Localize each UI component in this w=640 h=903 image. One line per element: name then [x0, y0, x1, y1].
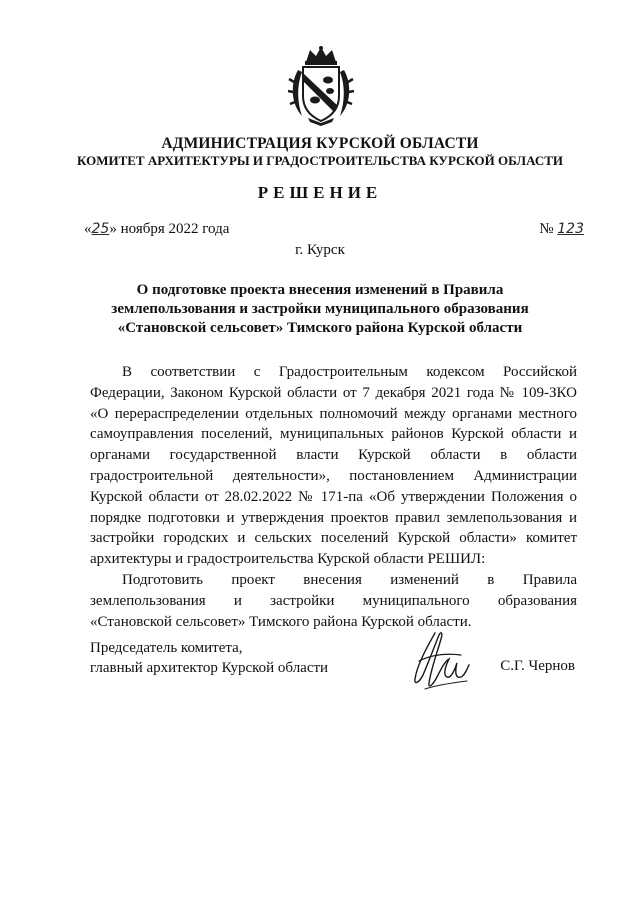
quote-open: «	[84, 221, 92, 237]
body-line: «О перераспределении отдельных полномочий между органами местного	[90, 405, 577, 422]
body-line: Федерации, Законом Курской области от 7 декабря 2021 года № 109-ЗКО	[90, 384, 577, 401]
document-type: РЕШЕНИЕ	[257, 183, 383, 202]
body-line: органами государственной власти Курской области в области	[90, 447, 577, 464]
org-name-line1: АДМИНИСТРАЦИЯ КУРСКОЙ ОБЛАСТИ	[161, 135, 479, 152]
date-day: 25	[91, 221, 110, 237]
document-number	[539, 221, 584, 238]
body-line: архитектуры и градостроительства Курской области РЕШИЛ:	[90, 551, 486, 568]
document-body	[90, 362, 577, 632]
org-name-line2: КОМИТЕТ АРХИТЕКТУРЫ И ГРАДОСТРОИТЕЛЬСТВА КУРСКОЙ ОБЛАСТИ	[76, 153, 564, 168]
body-line: В соответствии с Градостроительным кодексом Российской	[122, 364, 577, 380]
title-line: «Становской сельсовет» Тимского района Курской области	[117, 320, 523, 336]
kursk-coat-of-arms-icon	[288, 44, 354, 126]
body-line: «Становской сельсовет» Тимского района Курской области.	[90, 613, 472, 630]
body-line: Курской области от 28.02.2022 № 171-па «Об утверждении Положения о	[90, 488, 577, 505]
document-date	[84, 221, 229, 238]
date-rest: ноября 2022 года	[116, 221, 230, 237]
document-title	[60, 281, 580, 338]
body-line: градостроительной деятельности», постановлением Администрации	[90, 467, 577, 484]
title-line: О подготовке проекта внесения изменений в Правила	[136, 282, 504, 298]
body-line: самоуправления поселений, муниципальных районов Курской области и	[90, 426, 577, 443]
title-line: землепользования и застройки муниципального образования	[111, 301, 529, 317]
quote-close: »	[109, 221, 117, 237]
body-line: Подготовить проект внесения изменений в Правила	[122, 571, 577, 588]
document-city: г. Курск	[295, 242, 345, 258]
signer-position-line: Председатель комитета,	[90, 640, 243, 656]
signer-name: С.Г. Чернов	[500, 658, 575, 674]
signer-position	[90, 638, 328, 678]
number-label: №	[539, 221, 558, 237]
body-line: землепользования и застройки муниципального образования	[90, 592, 577, 609]
body-line: порядке подготовки и утверждения проектов правил землепользования и	[90, 509, 577, 526]
signer-position-line: главный архитектор Курской области	[90, 660, 329, 676]
number-value: 123	[557, 221, 584, 237]
body-line: застройки городских и сельских поселений Курской области» комитет	[90, 530, 577, 547]
handwritten-signature-icon	[405, 625, 477, 695]
